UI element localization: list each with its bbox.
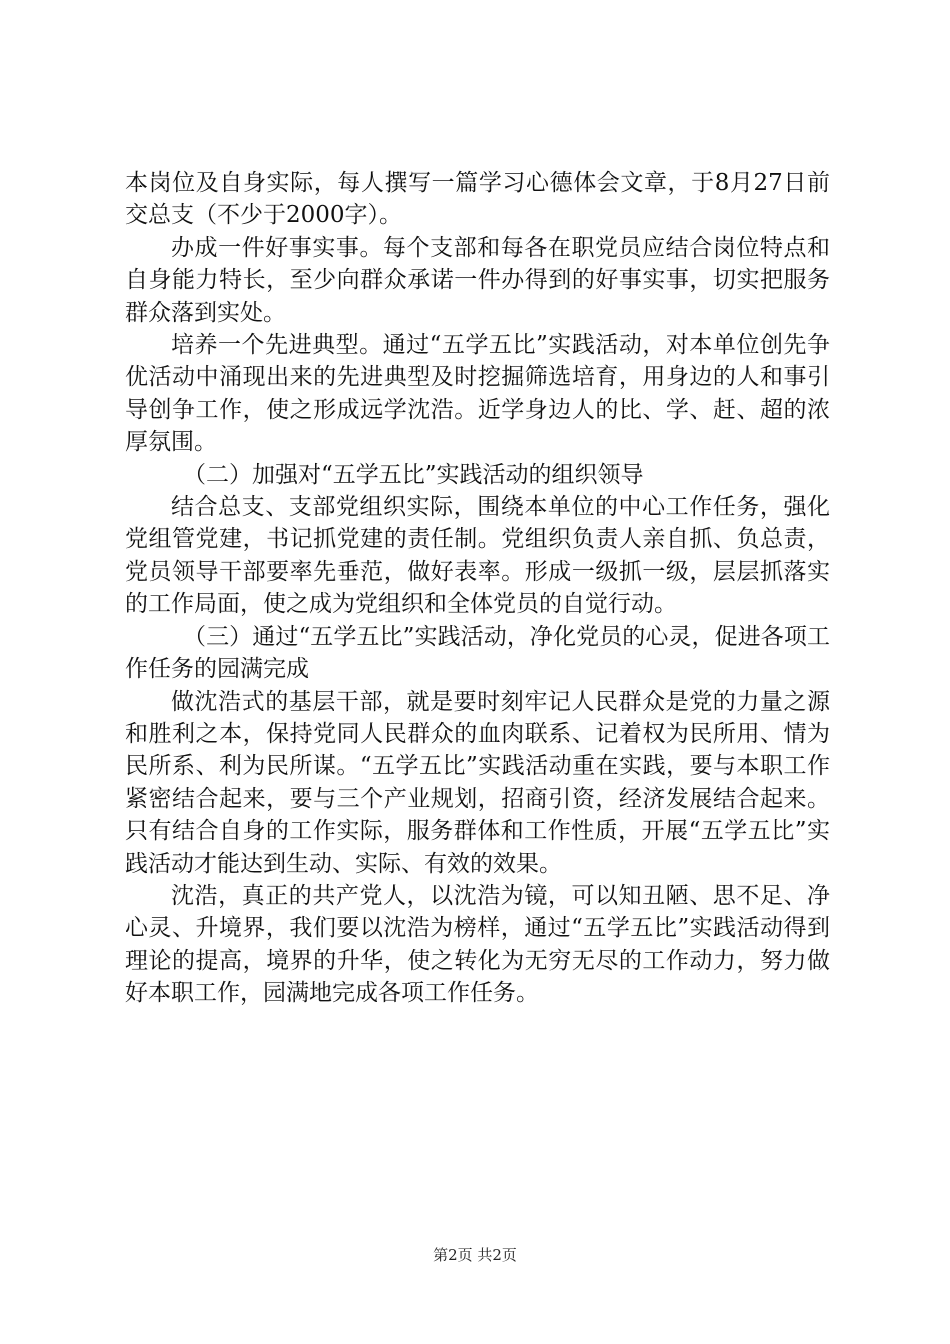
paragraph-continuation: 本岗位及自身实际，每人撰写一篇学习心德体会文章，于8月27日前交总支（不少于2000字）。: [125, 170, 830, 229]
paragraph-model-cultivation: 培养一个先进典型。通过“五学五比”实践活动，对本单位创先争优活动中涌现出来的先进典型及时挖掘筛选培育，用身边的人和事引导创争工作，使之形成远学沈浩。近学身边人的比、学、赶、超的浓厚氛围。: [125, 332, 830, 456]
page-number-footer: 第2页 共2页: [433, 1246, 517, 1264]
document-body: [125, 167, 830, 1010]
paragraph-grassroots-cadre: 做沈浩式的基层干部，就是要时刻牢记人民群众是党的力量之源和胜利之本，保持党同人民群众的血肉联系、记着权为民所用、情为民所系、利为民所谋。“五学五比”实践活动重在实践，要与本职工作紧密结合起来，要与三个产业规划，招商引资，经济发展结合起来。只有结合自身的工作实际，服务群体和工作性质，开展“五学五比”实践活动才能达到生动、实际、有效的效果。: [125, 688, 830, 877]
section-heading-2: （二）加强对“五学五比”实践活动的组织领导: [183, 461, 644, 488]
paragraph-conclusion: 沈浩，真正的共产党人，以沈浩为镜，可以知丑陋、思不足、净心灵、升境界，我们要以沈浩为榜样，通过“五学五比”实践活动得到理论的提高，境界的升华，使之转化为无穷无尽的工作动力，努力做好本职工作，园满地完成各项工作任务。: [125, 882, 830, 1007]
paragraph-good-deed: 办成一件好事实事。每个支部和每各在职党员应结合岗位特点和自身能力特长，至少向群众承诺一件办得到的好事实事，切实把服务群众落到实处。: [125, 234, 830, 326]
paragraph-organization: 结合总支、支部党组织实际，围绕本单位的中心工作任务，强化党组管党建，书记抓党建的责任制。党组织负责人亲自抓、负总责，党员领导干部要率先垂范，做好表率。形成一级抓一级，层层抓落实的工作局面，使之成为党组织和全体党员的自觉行动。: [125, 494, 830, 618]
section-heading-3: （三）通过“五学五比”实践活动，净化党员的心灵，促进各项工作任务的园满完成: [125, 623, 830, 683]
